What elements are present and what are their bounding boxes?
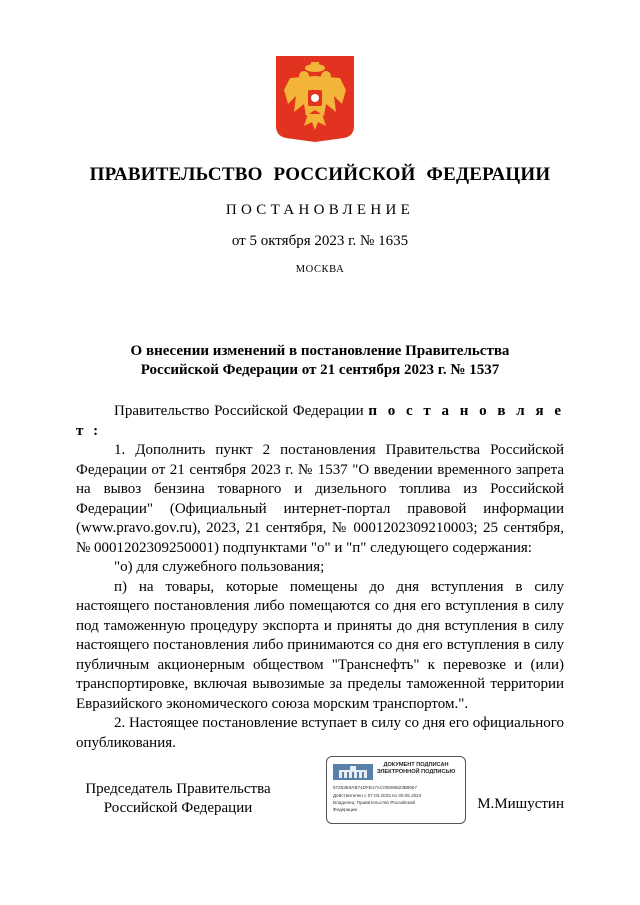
city: МОСКВА (295, 264, 345, 275)
stamp-serial: 57253E9AB74DFB17AC00089823B9057 (333, 785, 418, 790)
position-line-2: Российской Федерации (103, 800, 253, 816)
signatory-name: М.Мишустин (477, 796, 564, 812)
paragraph-2: "о) для служебного пользования; (114, 559, 325, 575)
stamp-title-line-1: ДОКУМЕНТ ПОДПИСАН (383, 762, 449, 768)
stamp-owner-line-2: Федерации (333, 807, 358, 812)
stamp-owner-line-1: Владелец: Правительство Российской (333, 800, 415, 805)
intro-text: Правительство Российской Федерации (114, 403, 369, 419)
decree-body (76, 402, 564, 753)
decree-date-number: от 5 октября 2023 г. № 1635 (231, 233, 409, 249)
electronic-signature-stamp (326, 756, 466, 824)
position-line-1: Председатель Правительства (85, 781, 271, 797)
signatory-position (78, 780, 278, 818)
government-title: ПРАВИТЕЛЬСТВО РОССИЙСКОЙ ФЕДЕРАЦИИ (89, 164, 551, 185)
stamp-title (371, 762, 461, 776)
stamp-title-line-2: ЭЛЕКТРОННОЙ ПОДПИСЬЮ (376, 769, 456, 775)
document-type: ПОСТАНОВЛЕНИЕ (225, 202, 415, 218)
intro-paragraph (76, 402, 564, 441)
intro-emphasis: п о с т а н о в л я е т : (76, 403, 564, 439)
decree-subject (0, 342, 640, 380)
paragraph-4: 2. Настоящее постановление вступает в силу со дня его официального опубликования. (76, 715, 564, 751)
subject-line-2: Российской Федерации от 21 сентября 2023 г. № 1537 (140, 362, 500, 378)
stamp-validity: Действителен с 07.03.2023 по 30.05.2024 (333, 793, 422, 798)
coat-of-arms-emblem (276, 56, 354, 142)
subject-line-1: О внесении изменений в постановление Правительства (130, 343, 510, 359)
paragraph-1: 1. Дополнить пункт 2 постановления Правительства Российской Федерации от 21 сентября 2023 г. № 1537 "О введении временного запрета на вывоз бензина товарного и дизельного топлива из Российской Федерации" (Официальный интернет-портал правовой информации (www.pravo.gov.ru), 2023, 21 сентября, № 0001202309210003; 25 сентября, № 0001202309250001) подпунктами "о" и "п" следующего содержания: (76, 442, 564, 556)
paragraph-3: п) на товары, которые помещены до дня вступления в силу настоящего постановления либо помещаются со дня его вступления в силу под таможенную процедуру экспорта и приняты до дня вступления в силу настоящего постановления либо принимаются со дня его вступления в силу публичным акционерным обществом "Транснефть" к перевозке и (или) транспортировке, включая вывозимые за пределы таможенной территории Евразийского экономического союза морским транспортом.". (76, 578, 564, 712)
government-building-icon (333, 764, 373, 780)
